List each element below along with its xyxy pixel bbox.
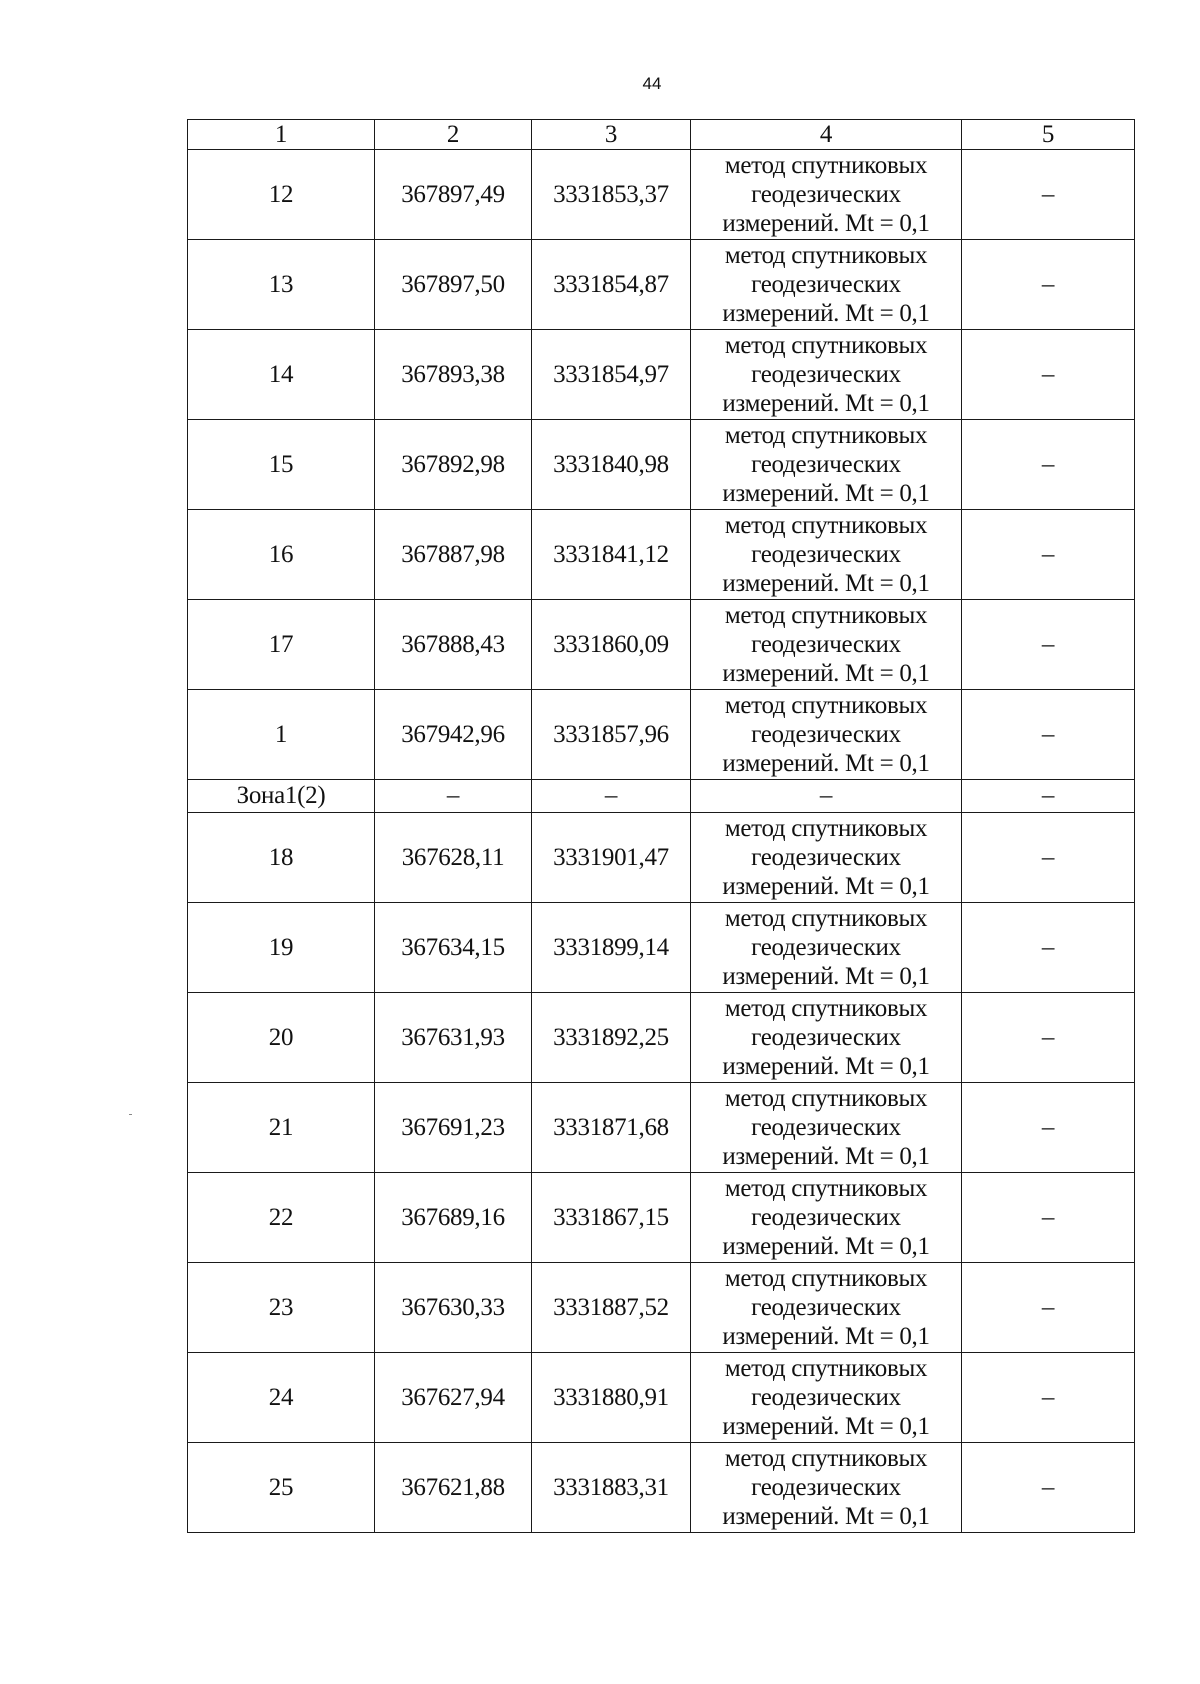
method-line: измерений. Mt = 0,1 bbox=[722, 480, 930, 507]
method-line: геодезических bbox=[751, 361, 901, 388]
header-cell-1: 1 bbox=[188, 120, 375, 150]
note-cell: – bbox=[962, 510, 1135, 600]
x-coordinate-cell: 367897,49 bbox=[375, 150, 532, 240]
point-number-cell: 1 bbox=[188, 690, 375, 780]
table-row bbox=[188, 690, 1135, 780]
method-cell bbox=[691, 420, 962, 510]
table-row bbox=[188, 1263, 1135, 1353]
point-number-cell: 25 bbox=[188, 1443, 375, 1533]
point-number-cell: 23 bbox=[188, 1263, 375, 1353]
method-line: измерений. Mt = 0,1 bbox=[722, 210, 930, 237]
note-cell: – bbox=[962, 1443, 1135, 1533]
method-cell bbox=[691, 510, 962, 600]
method-line: – bbox=[819, 782, 833, 809]
table-row bbox=[188, 510, 1135, 600]
method-line: измерений. Mt = 0,1 bbox=[722, 750, 930, 777]
x-coordinate-cell: 367897,50 bbox=[375, 240, 532, 330]
x-coordinate-cell: 367942,96 bbox=[375, 690, 532, 780]
point-number-cell: 12 bbox=[188, 150, 375, 240]
note-cell: – bbox=[962, 780, 1135, 813]
method-cell bbox=[691, 1353, 962, 1443]
table-header-row bbox=[188, 120, 1135, 150]
method-line: геодезических bbox=[751, 631, 901, 658]
note-cell: – bbox=[962, 330, 1135, 420]
note-cell: – bbox=[962, 1353, 1135, 1443]
method-line: метод спутниковых bbox=[724, 1355, 928, 1382]
method-line: метод спутниковых bbox=[724, 1445, 928, 1472]
method-line: измерений. Mt = 0,1 bbox=[722, 390, 930, 417]
x-coordinate-cell: 367621,88 bbox=[375, 1443, 532, 1533]
method-line: метод спутниковых bbox=[724, 152, 928, 179]
table-row bbox=[188, 600, 1135, 690]
method-cell bbox=[691, 903, 962, 993]
y-coordinate-cell: 3331867,15 bbox=[532, 1173, 691, 1263]
y-coordinate-cell: – bbox=[532, 780, 691, 813]
point-number-cell: 22 bbox=[188, 1173, 375, 1263]
x-coordinate-cell: 367631,93 bbox=[375, 993, 532, 1083]
method-line: геодезических bbox=[751, 844, 901, 871]
point-number-cell: 18 bbox=[188, 813, 375, 903]
method-line: геодезических bbox=[751, 1294, 901, 1321]
table-row bbox=[188, 1083, 1135, 1173]
method-line: геодезических bbox=[751, 541, 901, 568]
y-coordinate-cell: 3331883,31 bbox=[532, 1443, 691, 1533]
y-coordinate-cell: 3331899,14 bbox=[532, 903, 691, 993]
method-line: метод спутниковых bbox=[724, 995, 928, 1022]
table-row bbox=[188, 240, 1135, 330]
method-line: геодезических bbox=[751, 1204, 901, 1231]
page-number: 44 bbox=[642, 74, 662, 93]
scan-mark bbox=[129, 1114, 132, 1115]
y-coordinate-cell: 3331853,37 bbox=[532, 150, 691, 240]
coordinates-table bbox=[187, 119, 1135, 1533]
note-cell: – bbox=[962, 1173, 1135, 1263]
method-line: геодезических bbox=[751, 721, 901, 748]
method-cell bbox=[691, 690, 962, 780]
method-cell bbox=[691, 600, 962, 690]
method-line: измерений. Mt = 0,1 bbox=[722, 1233, 930, 1260]
x-coordinate-cell: 367887,98 bbox=[375, 510, 532, 600]
y-coordinate-cell: 3331854,87 bbox=[532, 240, 691, 330]
point-number-cell: 19 bbox=[188, 903, 375, 993]
point-number-cell: 13 bbox=[188, 240, 375, 330]
point-number-cell: 15 bbox=[188, 420, 375, 510]
point-number-cell: 21 bbox=[188, 1083, 375, 1173]
method-line: метод спутниковых bbox=[724, 905, 928, 932]
note-cell: – bbox=[962, 1083, 1135, 1173]
method-cell bbox=[691, 993, 962, 1083]
header-cell-5: 5 bbox=[962, 120, 1135, 150]
point-number-cell: 24 bbox=[188, 1353, 375, 1443]
point-number-cell: 14 bbox=[188, 330, 375, 420]
table-body bbox=[188, 120, 1135, 1533]
table-row bbox=[188, 903, 1135, 993]
point-number-cell: 17 bbox=[188, 600, 375, 690]
method-line: геодезических bbox=[751, 1384, 901, 1411]
method-cell bbox=[691, 1263, 962, 1353]
method-line: метод спутниковых bbox=[724, 1085, 928, 1112]
y-coordinate-cell: 3331854,97 bbox=[532, 330, 691, 420]
method-line: метод спутниковых bbox=[724, 422, 928, 449]
method-line: измерений. Mt = 0,1 bbox=[722, 1503, 930, 1530]
method-line: геодезических bbox=[751, 181, 901, 208]
method-line: измерений. Mt = 0,1 bbox=[722, 873, 930, 900]
header-cell-4: 4 bbox=[691, 120, 962, 150]
table-row bbox=[188, 150, 1135, 240]
method-cell bbox=[691, 240, 962, 330]
note-cell: – bbox=[962, 150, 1135, 240]
x-coordinate-cell: 367893,38 bbox=[375, 330, 532, 420]
note-cell: – bbox=[962, 240, 1135, 330]
x-coordinate-cell: 367630,33 bbox=[375, 1263, 532, 1353]
method-line: метод спутниковых bbox=[724, 1175, 928, 1202]
x-coordinate-cell: 367628,11 bbox=[375, 813, 532, 903]
x-coordinate-cell: 367888,43 bbox=[375, 600, 532, 690]
method-line: измерений. Mt = 0,1 bbox=[722, 1323, 930, 1350]
y-coordinate-cell: 3331901,47 bbox=[532, 813, 691, 903]
table-row bbox=[188, 420, 1135, 510]
method-line: геодезических bbox=[751, 1114, 901, 1141]
method-line: метод спутниковых bbox=[724, 692, 928, 719]
method-line: измерений. Mt = 0,1 bbox=[722, 1413, 930, 1440]
note-cell: – bbox=[962, 600, 1135, 690]
table-row bbox=[188, 993, 1135, 1083]
method-line: измерений. Mt = 0,1 bbox=[722, 1053, 930, 1080]
x-coordinate-cell: 367691,23 bbox=[375, 1083, 532, 1173]
method-line: геодезических bbox=[751, 451, 901, 478]
method-line: измерений. Mt = 0,1 bbox=[722, 660, 930, 687]
y-coordinate-cell: 3331887,52 bbox=[532, 1263, 691, 1353]
note-cell: – bbox=[962, 903, 1135, 993]
y-coordinate-cell: 3331880,91 bbox=[532, 1353, 691, 1443]
y-coordinate-cell: 3331860,09 bbox=[532, 600, 691, 690]
method-line: измерений. Mt = 0,1 bbox=[722, 570, 930, 597]
x-coordinate-cell: 367892,98 bbox=[375, 420, 532, 510]
x-coordinate-cell: 367634,15 bbox=[375, 903, 532, 993]
header-cell-3: 3 bbox=[532, 120, 691, 150]
y-coordinate-cell: 3331841,12 bbox=[532, 510, 691, 600]
method-line: измерений. Mt = 0,1 bbox=[722, 300, 930, 327]
header-cell-2: 2 bbox=[375, 120, 532, 150]
method-line: измерений. Mt = 0,1 bbox=[722, 963, 930, 990]
y-coordinate-cell: 3331840,98 bbox=[532, 420, 691, 510]
method-line: метод спутниковых bbox=[724, 815, 928, 842]
method-line: метод спутниковых bbox=[724, 242, 928, 269]
method-line: геодезических bbox=[751, 271, 901, 298]
zone-row bbox=[188, 780, 1135, 813]
table-row bbox=[188, 330, 1135, 420]
method-cell bbox=[691, 1443, 962, 1533]
point-number-cell: Зона1(2) bbox=[188, 780, 375, 813]
point-number-cell: 16 bbox=[188, 510, 375, 600]
method-cell bbox=[691, 1173, 962, 1263]
note-cell: – bbox=[962, 420, 1135, 510]
method-cell bbox=[691, 330, 962, 420]
y-coordinate-cell: 3331857,96 bbox=[532, 690, 691, 780]
table-row bbox=[188, 1353, 1135, 1443]
method-cell bbox=[691, 1083, 962, 1173]
method-line: метод спутниковых bbox=[724, 602, 928, 629]
table-row bbox=[188, 1443, 1135, 1533]
method-line: геодезических bbox=[751, 1024, 901, 1051]
note-cell: – bbox=[962, 993, 1135, 1083]
note-cell: – bbox=[962, 690, 1135, 780]
method-cell bbox=[691, 150, 962, 240]
point-number-cell: 20 bbox=[188, 993, 375, 1083]
method-line: геодезических bbox=[751, 934, 901, 961]
method-line: геодезических bbox=[751, 1474, 901, 1501]
y-coordinate-cell: 3331871,68 bbox=[532, 1083, 691, 1173]
method-cell bbox=[691, 780, 962, 813]
x-coordinate-cell: – bbox=[375, 780, 532, 813]
table-row bbox=[188, 1173, 1135, 1263]
method-line: метод спутниковых bbox=[724, 1265, 928, 1292]
x-coordinate-cell: 367627,94 bbox=[375, 1353, 532, 1443]
method-line: метод спутниковых bbox=[724, 512, 928, 539]
table-row bbox=[188, 813, 1135, 903]
note-cell: – bbox=[962, 1263, 1135, 1353]
method-line: метод спутниковых bbox=[724, 332, 928, 359]
note-cell: – bbox=[962, 813, 1135, 903]
x-coordinate-cell: 367689,16 bbox=[375, 1173, 532, 1263]
method-line: измерений. Mt = 0,1 bbox=[722, 1143, 930, 1170]
y-coordinate-cell: 3331892,25 bbox=[532, 993, 691, 1083]
method-cell bbox=[691, 813, 962, 903]
